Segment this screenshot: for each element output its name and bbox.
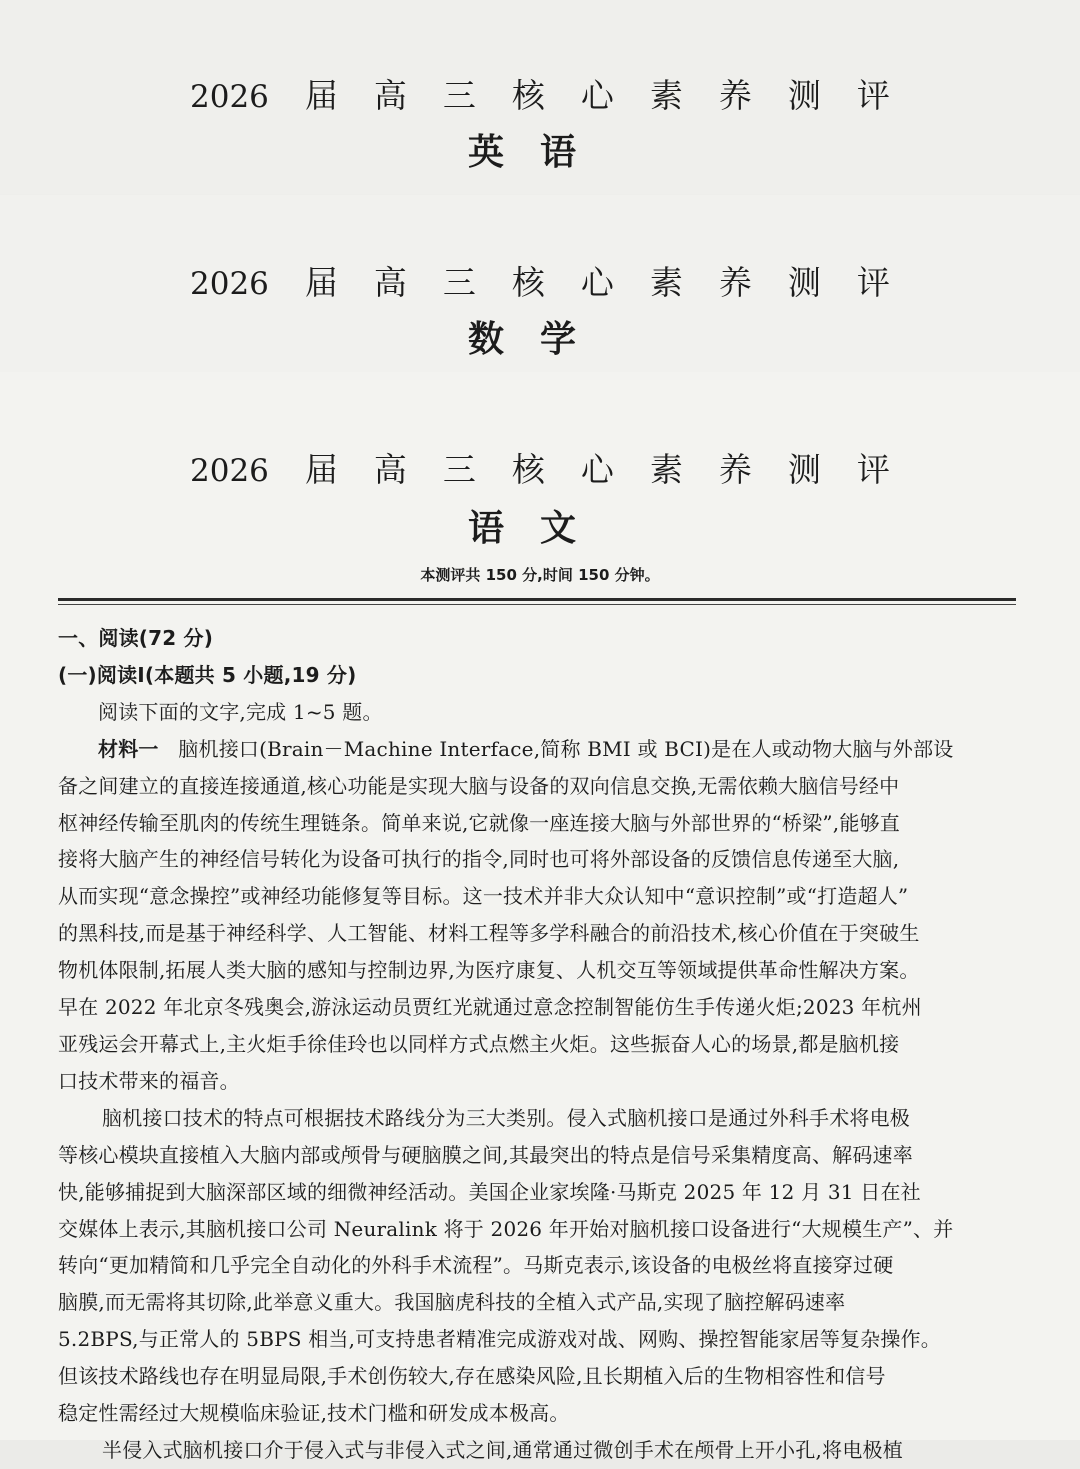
paragraph-line: 物机体限制,拓展人类大脑的感知与控制边界,为医疗康复、人机交互等领域提供革命性解决方案。 [58, 958, 920, 983]
title-char: 养 [718, 450, 752, 489]
paragraph-line: 脑机接口技术的特点可根据技术路线分为三大类别。侵入式脑机接口是通过外科手术将电极 [102, 1105, 910, 1130]
paragraph-line: 交媒体上表示,其脑机接口公司 Neuralink 将于 2026 年开始对脑机接口设备进行“大规模生产”、并 [58, 1216, 954, 1241]
paragraph-line: 的黑科技,而是基于神经科学、人工智能、材料工程等多学科融合的前沿技术,核心价值在于突破生 [58, 921, 920, 946]
cover-title-chinese [190, 444, 890, 491]
paragraph-line [58, 731, 1020, 768]
paragraph-line: 半侵入式脑机接口介于侵入式与非侵入式之间,通常通过微创手术在颅骨上开小孔,将电极植 [102, 1437, 903, 1462]
divider-rule [58, 598, 1016, 601]
exam-body [58, 620, 1020, 1469]
paragraph-line: 枢神经传输至肌肉的传统生理链条。简单来说,它就像一座连接大脑与外部世界的“桥梁”,能够直 [58, 810, 900, 835]
title-char: 三 [442, 76, 476, 115]
paragraph-line: 5.2BPS,与正常人的 5BPS 相当,可支持患者精准完成游戏对战、网购、操控智能家居等复杂操作。 [58, 1327, 941, 1352]
title-char: 三 [442, 263, 476, 302]
paragraph-line: 脑膜,而无需将其切除,此举意义重大。我国脑虎科技的全植入式产品,实现了脑控解码速率 [58, 1290, 846, 1315]
title-char: 素 [649, 450, 683, 489]
title-char: 心 [580, 76, 614, 115]
subsection-heading: (一)阅读Ⅰ(本题共 5 小题,19 分) [58, 662, 357, 687]
title-char: 核 [511, 76, 545, 115]
title-char: 届 [304, 76, 338, 115]
title-char: 三 [442, 450, 476, 489]
paragraph-line: 等核心模块直接植入大脑内部或颅骨与硬脑膜之间,其最突出的特点是信号采集精度高、解码速率 [58, 1142, 913, 1167]
title-char: 养 [718, 263, 752, 302]
title-char: 2026 [190, 79, 269, 115]
paragraph-line: 快,能够捕捉到大脑深部区域的细微神经活动。美国企业家埃隆·马斯克 2025 年 12 月 31 日在社 [58, 1179, 921, 1204]
instruction: 阅读下面的文字,完成 1~5 题。 [98, 699, 383, 724]
paragraph-line: 但该技术路线也存在明显局限,手术创伤较大,存在感染风险,且长期植入后的生物相容性和信号 [58, 1364, 886, 1389]
title-char: 测 [787, 450, 821, 489]
title-char: 评 [856, 76, 890, 115]
paragraph-line: 转向“更加精简和几乎完全自动化的外科手术流程”。马斯克表示,该设备的电极丝将直接穿过硬 [58, 1253, 894, 1278]
exam-note: 本测评共 150 分,时间 150 分钟。 [420, 566, 660, 584]
title-char: 2026 [190, 453, 269, 489]
title-char: 核 [511, 263, 545, 302]
title-char: 届 [304, 263, 338, 302]
cover-title-english [190, 70, 890, 117]
title-char: 心 [580, 263, 614, 302]
title-char: 测 [787, 263, 821, 302]
paragraph-line-text: 脑机接口(Brain－Machine Interface,简称 BMI 或 BCI)是在人或动物大脑与外部设 [178, 736, 954, 761]
title-char: 素 [649, 263, 683, 302]
title-char: 心 [580, 450, 614, 489]
divider-rule-thin [58, 604, 1016, 605]
subject-chinese: 语文 [467, 508, 612, 549]
paragraph-line: 接将大脑产生的神经信号转化为设备可执行的指令,同时也可将外部设备的反馈信息传递至大脑, [58, 847, 900, 872]
title-char: 高 [373, 450, 407, 489]
subject-english: 英语 [467, 132, 612, 173]
title-char: 测 [787, 76, 821, 115]
title-char: 养 [718, 76, 752, 115]
paragraph-line: 稳定性需经过大规模临床验证,技术门槛和研发成本极高。 [58, 1401, 570, 1426]
paragraph-line: 亚残运会开幕式上,主火炬手徐佳玲也以同样方式点燃主火炬。这些振奋人心的场景,都是脑机接 [58, 1031, 900, 1056]
title-char: 届 [304, 450, 338, 489]
cover-title-math [190, 257, 890, 304]
cover-sheet-english [0, 0, 1080, 220]
paragraph-line: 早在 2022 年北京冬残奥会,游泳运动员贾红光就通过意念控制智能仿生手传递火炬;2023 年杭州 [58, 995, 922, 1020]
paragraph-line: 口技术带来的福音。 [58, 1068, 240, 1093]
title-char: 素 [649, 76, 683, 115]
exam-page-chinese [0, 372, 1080, 1462]
title-char: 核 [511, 450, 545, 489]
title-char: 高 [373, 76, 407, 115]
paragraph-line: 从而实现“意念操控”或神经功能修复等目标。这一技术并非大众认知中“意识控制”或“打造超人” [58, 884, 909, 909]
title-char: 评 [856, 450, 890, 489]
title-char: 高 [373, 263, 407, 302]
section-heading: 一、阅读(72 分) [58, 626, 214, 650]
cover-sheet-math [0, 195, 1080, 395]
title-char: 2026 [190, 266, 269, 302]
subject-math: 数学 [467, 319, 612, 360]
paragraph-line: 备之间建立的直接连接通道,核心功能是实现大脑与设备的双向信息交换,无需依赖大脑信号经中 [58, 773, 900, 798]
title-char: 评 [856, 263, 890, 302]
material-label: 材料一 [98, 736, 159, 761]
